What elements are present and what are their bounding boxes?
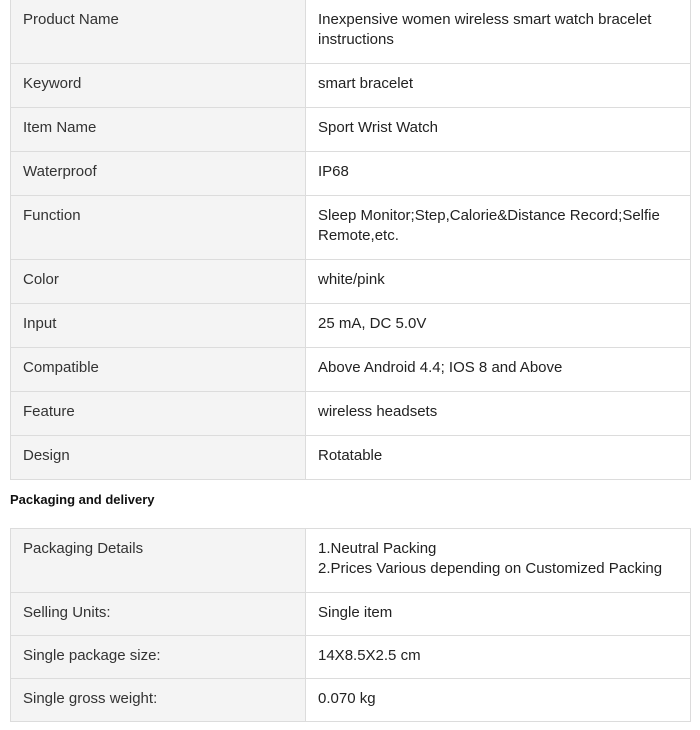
packaging-key: Selling Units: xyxy=(11,593,306,636)
attribute-key: Waterproof xyxy=(11,152,306,196)
packaging-value: Single item xyxy=(306,593,691,636)
table-row xyxy=(11,679,691,722)
attribute-key: Product Name xyxy=(11,0,306,64)
table-row xyxy=(11,636,691,679)
attribute-value: 25 mA, DC 5.0V xyxy=(306,304,691,348)
table-row xyxy=(11,64,691,108)
attribute-value: smart bracelet xyxy=(306,64,691,108)
packaging-value: 14X8.5X2.5 cm xyxy=(306,636,691,679)
table-row xyxy=(11,304,691,348)
attribute-value: Rotatable xyxy=(306,436,691,480)
table-row xyxy=(11,593,691,636)
attribute-key: Function xyxy=(11,196,306,260)
packaging-table xyxy=(10,528,691,722)
attribute-value: white/pink xyxy=(306,260,691,304)
attribute-value: Sport Wrist Watch xyxy=(306,108,691,152)
attribute-value: Inexpensive women wireless smart watch bracelet instructions xyxy=(306,0,691,64)
table-row xyxy=(11,0,691,64)
table-row xyxy=(11,436,691,480)
table-row xyxy=(11,152,691,196)
table-row xyxy=(11,529,691,593)
table-row xyxy=(11,392,691,436)
table-row xyxy=(11,196,691,260)
attribute-key: Color xyxy=(11,260,306,304)
attribute-value: wireless headsets xyxy=(306,392,691,436)
product-attributes-table xyxy=(10,0,691,480)
attribute-key: Feature xyxy=(11,392,306,436)
packaging-key: Single package size: xyxy=(11,636,306,679)
attribute-value: Above Android 4.4; IOS 8 and Above xyxy=(306,348,691,392)
table-row xyxy=(11,108,691,152)
attribute-key: Item Name xyxy=(11,108,306,152)
attribute-key: Compatible xyxy=(11,348,306,392)
packaging-value: 0.070 kg xyxy=(306,679,691,722)
packaging-value-line: 2.Prices Various depending on Customized Packing xyxy=(318,560,663,577)
packaging-value-line: 1.Neutral Packing xyxy=(318,540,437,557)
attribute-key: Input xyxy=(11,304,306,348)
attribute-key: Keyword xyxy=(11,64,306,108)
packaging-value xyxy=(306,529,691,593)
table-row xyxy=(11,260,691,304)
packaging-key: Packaging Details xyxy=(11,529,306,593)
table-row xyxy=(11,348,691,392)
packaging-key: Single gross weight: xyxy=(11,679,306,722)
section-title: Packaging and delivery xyxy=(10,492,155,507)
attribute-key: Design xyxy=(11,436,306,480)
attribute-value: IP68 xyxy=(306,152,691,196)
attribute-value: Sleep Monitor;Step,Calorie&Distance Record;Selfie Remote,etc. xyxy=(306,196,691,260)
